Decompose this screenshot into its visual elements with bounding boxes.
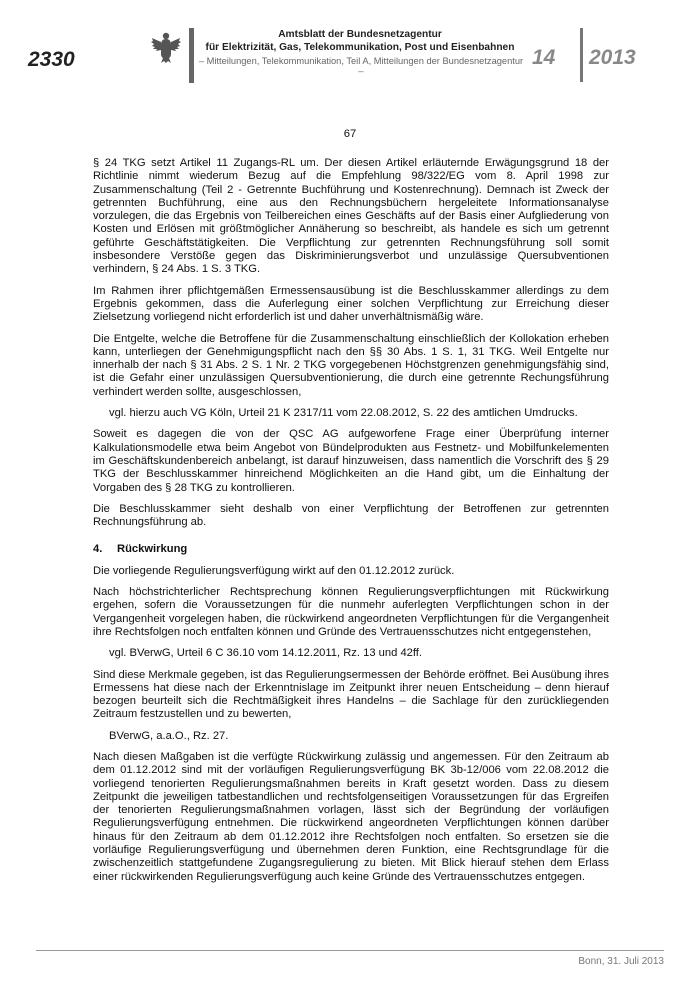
document-body — [93, 157, 609, 892]
issue-year: 2013 — [589, 46, 636, 69]
paragraph: Die vorliegende Regulierungsverfügung wirkt auf den 01.12.2012 zurück. — [93, 564, 455, 577]
paragraph: Soweit es dagegen die von der QSC AG aufgeworfene Frage einer Überprüfung interner Kalkulationsmodelle etwa beim Angebot von Bündelprodukten aus Festnetz- und Mobilfunkelementen im Geschäftskundenbereich anbelangt, ist darauf hinzuweisen, dass namentlich die Vorschrift des § 29 TKG der Beschlusskammer hinreichend Möglichkeiten an die Hand gibt, um die Einhaltung der Vorgaben des § 28 TKG zu kontrollieren. — [93, 428, 609, 494]
journal-title-line2: für Elektrizität, Gas, Telekommunikation, Post und Eisenbahnen — [205, 41, 515, 53]
journal-subtitle: – Mitteilungen, Telekommunikation, Teil A, Mitteilungen der Bundesnetzagentur – — [198, 56, 524, 76]
footer-divider — [36, 950, 664, 951]
paragraph: Die Beschlusskammer sieht deshalb von einer Verpflichtung der Betroffenen zur getrennten Rechnungsführung ab. — [93, 502, 609, 529]
paragraph: Nach höchstrichterlicher Rechtsprechung können Regulierungsverpflichtungen mit Rückwirkung ergehen, sofern die Voraussetzungen für die nunmehr auferlegten Verpflichtungen schon in der Vergangenheit vorgelegen haben, die rückwirkend angeordneten Verpflichtungen für die Vergangenheit ihre Rechtsfolgen noch entfalten können und Gründe des Vertrauensschutzes nicht entgegenstehen, — [93, 586, 609, 638]
document-page-number: 67 — [343, 128, 357, 140]
paragraph: § 24 TKG setzt Artikel 11 Zugangs-RL um. Der diesen Artikel erläuternde Erwägungsgrund 18 der Richtlinie nimmt wiederum Bezug auf die Empfehlung 98/322/EG vom 8. April 1998 zur Zusammenschaltung (Teil 2 - Getrennte Buchführung und Kostenrechnung). Demnach ist Zweck der getrennten Buchführung, eine aus den Rechnungsbüchern hergeleitete Informationsanalyse vorzulegen, die das Ergebnis von Teilbereichen eines Geschäfts auf der Basis einer Aufgliederung von Kosten und Erlösen mit größtmöglicher Annäherung so beschreibt, als handele es sich um getrennt geführte Geschäftstätigkeiten. Die Verpflichtung zur getrennten Rechnungsführung soll somit insbesondere Verstöße gegen das Diskriminierungsverbot und unzulässige Quersubventionen verhindern, § 24 Abs. 1 S. 3 TKG. — [93, 157, 609, 276]
paragraph: Sind diese Merkmale gegeben, ist das Regulierungsermessen der Behörde eröffnet. Bei Ausübung ihres Ermessens hat diese nach der Erkenntnislage im Zeitpunkt ihrer neuen Entscheidung – denn hierauf bezogen beurteilt sich die Rechtmäßigkeit ihres Handelns – die Sachlage für den zurückliegenden Zeitraum festzustellen und zu bewerten, — [93, 668, 609, 721]
citation: BVerwG, a.a.O., Rz. 27. — [109, 729, 229, 742]
paragraph: Im Rahmen ihrer pflichtgemäßen Ermessensausübung ist die Beschlusskammer allerdings zu dem Ergebnis gekommen, dass die Auferlegung einer solchen Verpflichtung zur Erreichung dieser Zielsetzung vorliegend nicht erforderlich ist und daher unverhältnismäßig wäre. — [93, 284, 609, 324]
section-number: 4. — [93, 543, 103, 556]
issue-divider — [580, 28, 583, 82]
journal-title — [196, 29, 524, 54]
citation: vgl. hierzu auch VG Köln, Urteil 21 K 2317/11 vom 22.08.2012, S. 22 des amtlichen Umdrucks. — [109, 407, 578, 420]
header-divider — [189, 28, 194, 83]
footer-date: Bonn, 31. Juli 2013 — [578, 956, 664, 967]
paragraph: Die Entgelte, welche die Betroffene für die Zusammenschaltung einschließlich der Kollokation erheben kann, unterliegen der Genehmigungspflicht nach den §§ 30 Abs. 1 S. 1, 31 TKG. Weil Entgelte nur innerhalb der nach § 31 Abs. 2 S. 1 Nr. 2 TKG vorgegebenen Höchstgrenzen genehmigungsfähig sind, ist die Gefahr einer unzulässigen Quersubventionierung, die durch eine getrennte Rechungsführung verhindert werden sollte, ausgeschlossen, — [93, 332, 609, 398]
section-heading — [93, 543, 609, 556]
paragraph: Nach diesen Maßgaben ist die verfügte Rückwirkung zulässig und angemessen. Für den Zeitraum ab dem 01.12.2012 sind mit der vorläufigen Regulierungsverfügung BK 3b-12/006 vom 22.08.2012 die vorliegend tenorierten Regulierungsmaßnahmen bereits in Kraft gesetzt worden. Dass zu diesem Zeitpunkt die jeweiligen tatbestandlichen und rechtsfolgenseitigen Voraussetzungen für das Ergreifen der tenorierten Regulierungsmaßnahmen vorlagen, lässt sich der Begründung der vorläufigen Regulierungsverfügung entnehmen. Die rückwirkend angeordneten Verpflichtungen können darüber hinaus für den Zeitraum ab dem 01.12.2012 ihre Rechtsfolgen noch entfalten. So ersetzen sie die vorläufige Regulierungsverfügung und übernehmen deren Funktion, eine Rechtsgrundlage für die zwischenzeitlich stattgefundene Zugangsregulierung zu bieten. Mit Blick hierauf stehen dem Erlass einer rückwirkenden Regulierungsverfügung auch keine Gründe des Vertrauensschutzes entgegen. — [93, 750, 609, 883]
journal-title-line1: Amtsblatt der Bundesnetzagentur — [278, 29, 442, 40]
section-title: Rückwirkung — [117, 543, 188, 556]
citation: vgl. BVerwG, Urteil 6 C 36.10 vom 14.12.2011, Rz. 13 und 42ff. — [109, 647, 423, 660]
issue-number: 14 — [532, 46, 556, 69]
page-number: 2330 — [28, 48, 75, 71]
federal-eagle-icon — [150, 30, 182, 64]
